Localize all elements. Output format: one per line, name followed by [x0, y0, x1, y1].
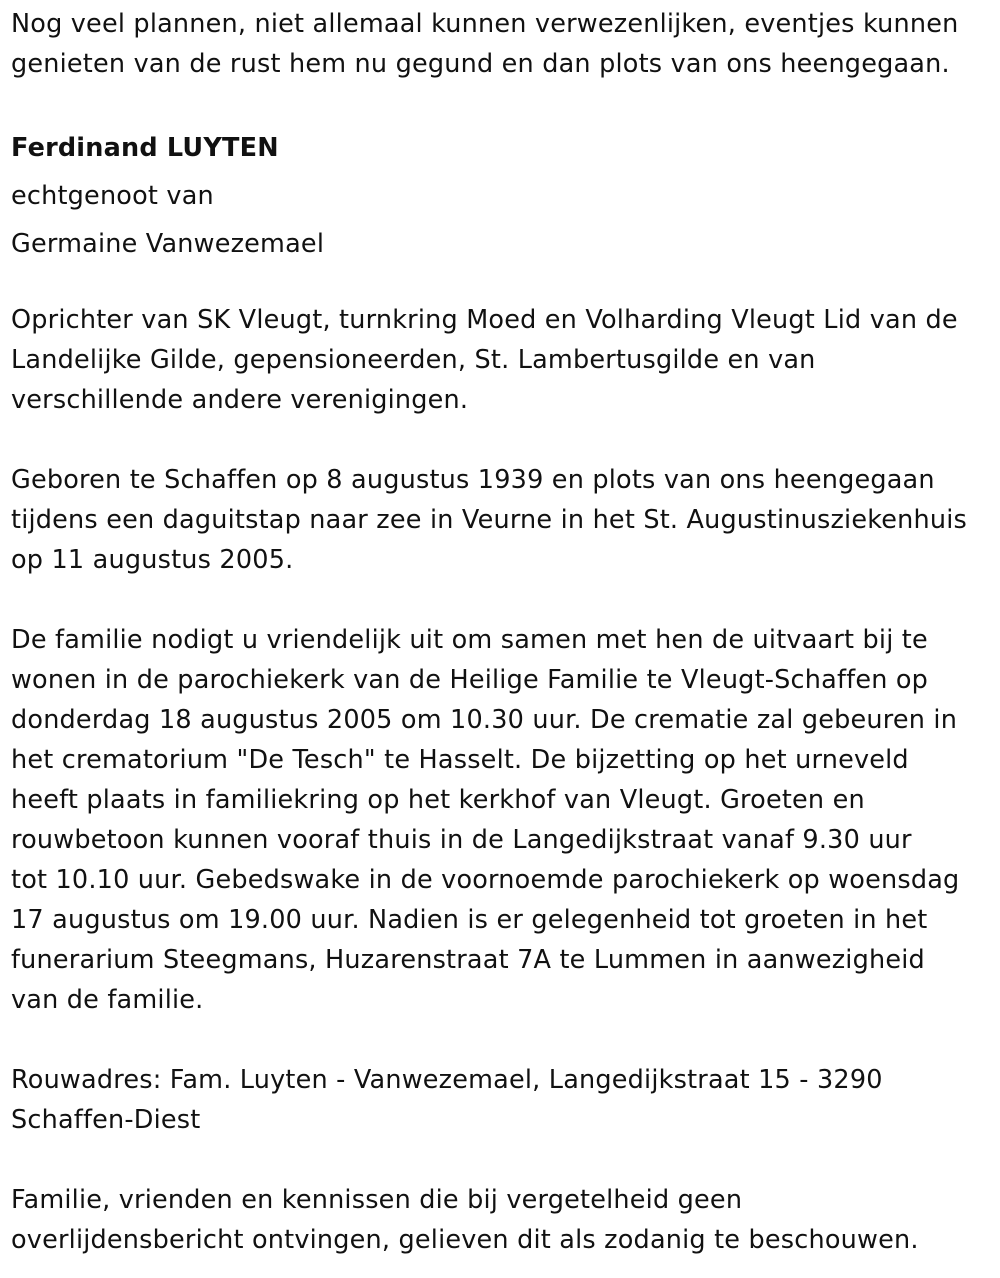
obituary-text — [11, 4, 991, 1260]
closing-paragraph — [11, 1180, 991, 1260]
funeral-line: 17 augustus om 19.00 uur. Nadien is er gelegenheid tot groeten in het — [11, 905, 928, 935]
closing-line: Familie, vrienden en kennissen die bij vergetelheid geen — [11, 1185, 743, 1215]
founder-line: verschillende andere verenigingen. — [11, 385, 469, 415]
paragraph-spacer — [11, 1140, 991, 1180]
founder-line: Landelijke Gilde, gepensioneerden, St. Lambertusgilde en van — [11, 345, 816, 375]
intro-line: Nog veel plannen, niet allemaal kunnen verwezenlijken, eventjes kunnen — [11, 9, 959, 39]
funeral-line: rouwbetoon kunnen vooraf thuis in de Langedijkstraat vanaf 9.30 uur — [11, 825, 912, 855]
intro-line: genieten van de rust hem nu gegund en dan plots van ons heengegaan. — [11, 49, 950, 79]
founder-line: Oprichter van SK Vleugt, turnkring Moed en Volharding Vleugt Lid van de — [11, 305, 958, 335]
funeral-line: funerarium Steegmans, Huzarenstraat 7A te Lummen in aanwezigheid — [11, 945, 925, 975]
funeral-line: het crematorium "De Tesch" te Hasselt. De bijzetting op het urneveld — [11, 745, 909, 775]
founder-paragraph — [11, 300, 991, 420]
funeral-line: donderdag 18 augustus 2005 om 10.30 uur. De crematie zal gebeuren in — [11, 705, 958, 735]
address-paragraph — [11, 1060, 991, 1140]
funeral-line: heeft plaats in familiekring op het kerkhof van Vleugt. Groeten en — [11, 785, 865, 815]
intro-paragraph — [11, 4, 991, 84]
funeral-line: tot 10.10 uur. Gebedswake in de voornoemde parochiekerk op woensdag — [11, 865, 960, 895]
funeral-paragraph — [11, 620, 991, 1020]
relation-text: echtgenoot van — [11, 181, 214, 211]
closing-line: overlijdensbericht ontvingen, gelieven dit als zodanig te beschouwen. — [11, 1225, 919, 1255]
deceased-name: Ferdinand LUYTEN — [11, 133, 279, 163]
paragraph-spacer — [11, 420, 991, 460]
birth-paragraph — [11, 460, 991, 580]
paragraph-spacer — [11, 1020, 991, 1060]
address-line: Schaffen-Diest — [11, 1105, 201, 1135]
paragraph-spacer — [11, 268, 991, 300]
funeral-line: De familie nodigt u vriendelijk uit om samen met hen de uitvaart bij te — [11, 625, 928, 655]
funeral-line: wonen in de parochiekerk van de Heilige Familie te Vleugt-Schaffen op — [11, 665, 929, 695]
birth-line: op 11 augustus 2005. — [11, 545, 294, 575]
paragraph-spacer — [11, 580, 991, 620]
birth-line: tijdens een daguitstap naar zee in Veurne in het St. Augustinusziekenhuis — [11, 505, 968, 535]
birth-line: Geboren te Schaffen op 8 augustus 1939 en plots van ons heengegaan — [11, 465, 935, 495]
funeral-line: van de familie. — [11, 985, 204, 1015]
spouse-name: Germaine Vanwezemael — [11, 229, 325, 259]
address-line: Rouwadres: Fam. Luyten - Vanwezemael, Langedijkstraat 15 - 3290 — [11, 1065, 883, 1095]
paragraph-spacer — [11, 84, 991, 124]
